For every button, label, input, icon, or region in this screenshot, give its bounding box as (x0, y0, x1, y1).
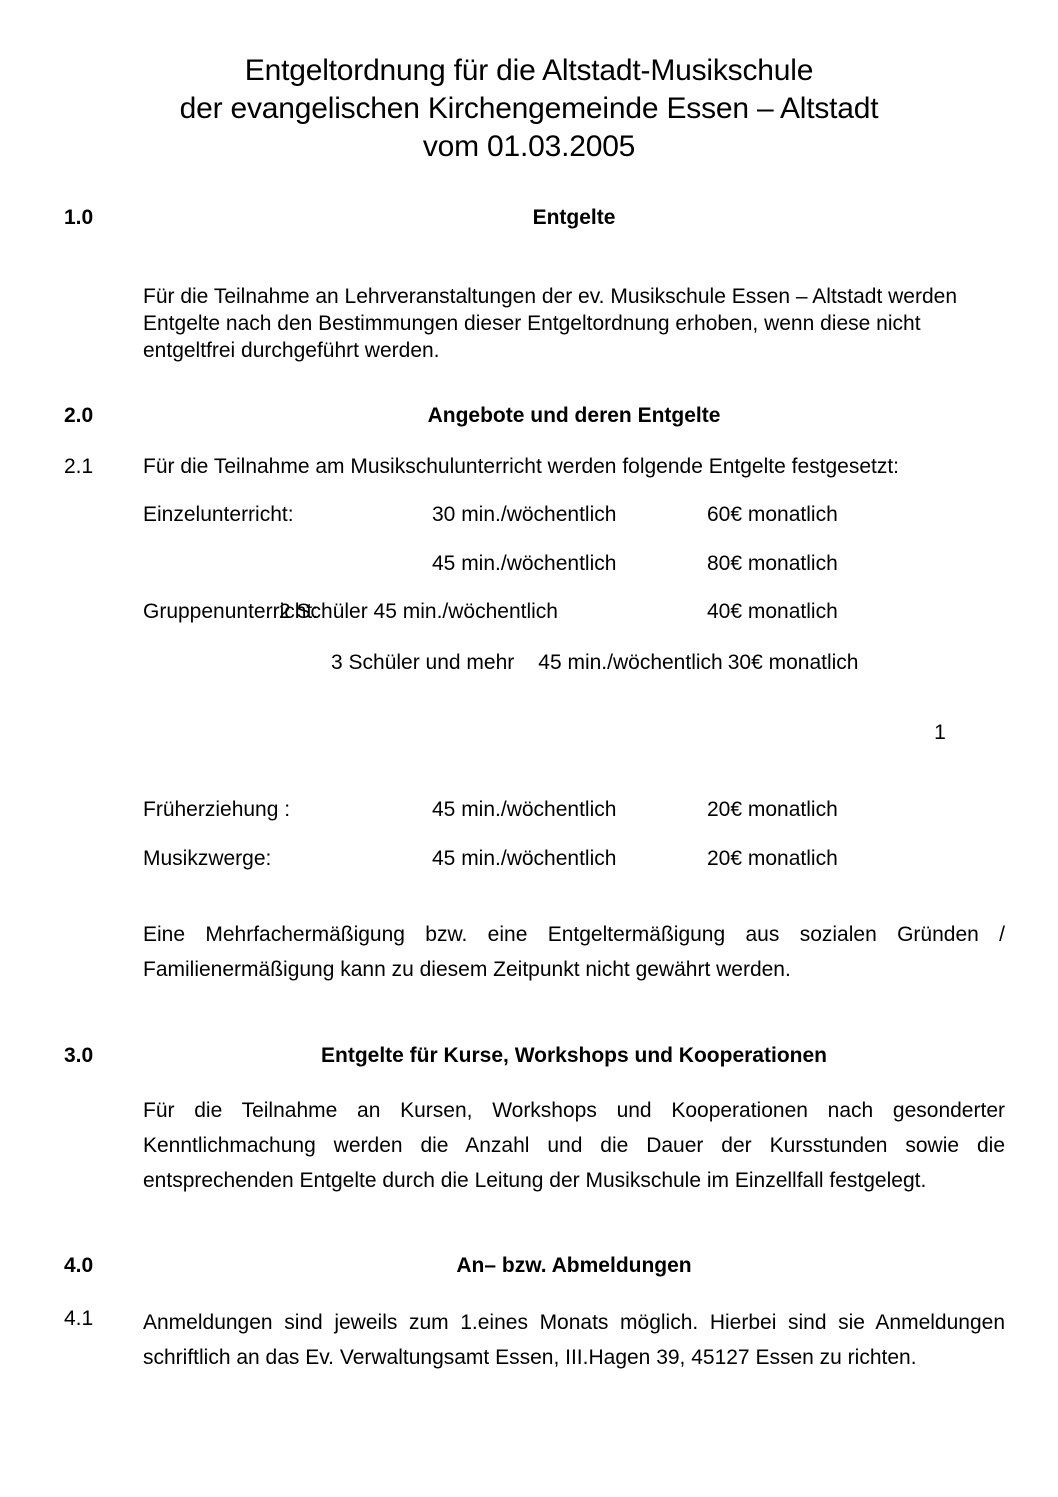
fee-row (0, 549, 1058, 579)
section-number-3: 3.0 (64, 1044, 94, 1067)
fee-label: Musikzwerge: (143, 847, 272, 870)
item-text-2-1: Für die Teilnahme am Musikschulunterricht werden folgende Entgelte festgesetzt: (143, 455, 900, 478)
fee-row (0, 844, 1058, 874)
section-number-2: 2.0 (64, 404, 94, 427)
document-title (0, 52, 1058, 166)
fee-duration: 45 min./wöchentlich (432, 847, 617, 870)
fee-price: 20€ monatlich (707, 847, 838, 870)
fee-students: 3 Schüler und mehr (331, 651, 515, 674)
title-line-2: der evangelischen Kirchengemeinde Essen – Altstadt (179, 92, 879, 125)
section-title-2: Angebote und deren Entgelte (427, 404, 721, 427)
item-number-2-1: 2.1 (64, 455, 94, 478)
fee-duration: 45 min./wöchentlich (432, 552, 617, 575)
fee-row-special (331, 648, 858, 678)
fee-label: Einzelunterricht: (143, 503, 294, 526)
section-title-4: An– bzw. Abmeldungen (456, 1254, 692, 1277)
fee-duration: 2 Schüler 45 min./wöchentlich (279, 600, 558, 623)
fee-price: 40€ monatlich (707, 600, 838, 623)
fee-duration: 45 min./wöchentlich (538, 651, 723, 674)
fee-label: Gruppenunterricht: (143, 600, 319, 623)
section-title-1: Entgelte (532, 206, 616, 229)
title-line-1: Entgeltordnung für die Altstadt-Musikschule (244, 54, 814, 87)
section-1-body: Für die Teilnahme an Lehrveranstaltungen der ev. Musikschule Essen – Altstadt werden Entgelte nach den Bestimmungen dieser Entgeltordnung erhoben, wenn diese nicht entgeltfrei durchgeführt werden. (143, 285, 958, 362)
section-number-4: 4.0 (64, 1254, 94, 1277)
fee-label: Früherziehung : (143, 798, 291, 821)
section-3-body: Für die Teilnahme an Kursen, Workshops und Kooperationen nach gesonderter Kenntlichmachung werden die Anzahl und die Dauer der Kursstunden sowie die entsprechenden Entgelte durch die Leitung der Musikschule im Einzellfall festgelegt. (143, 1099, 1005, 1192)
page-number: 1 (934, 721, 946, 744)
fee-price: 20€ monatlich (707, 798, 838, 821)
fee-price: 30€ monatlich (727, 651, 859, 674)
item-text-4-1: Anmeldungen sind jeweils zum 1.eines Monats möglich. Hierbei sind sie Anmeldungen schriftlich an das Ev. Verwaltungsamt Essen, III.Hagen 39, 45127 Essen zu richten. (143, 1311, 1005, 1369)
section-title-3: Entgelte für Kurse, Workshops und Kooperationen (321, 1044, 827, 1067)
fee-row (0, 795, 1058, 825)
section-2-note: Eine Mehrfachermäßigung bzw. eine Entgeltermäßigung aus sozialen Gründen / Familienermäßigung kann zu diesem Zeitpunkt nicht gewährt werden. (143, 923, 1005, 981)
fee-row (0, 500, 1058, 530)
item-number-4-1: 4.1 (64, 1307, 94, 1330)
title-line-3: vom 01.03.2005 (422, 130, 636, 163)
section-number-1: 1.0 (64, 206, 94, 229)
fee-row (0, 597, 1058, 627)
fee-duration: 45 min./wöchentlich (432, 798, 617, 821)
fee-duration: 30 min./wöchentlich (432, 503, 617, 526)
fee-price: 80€ monatlich (707, 552, 838, 575)
fee-price: 60€ monatlich (707, 503, 838, 526)
